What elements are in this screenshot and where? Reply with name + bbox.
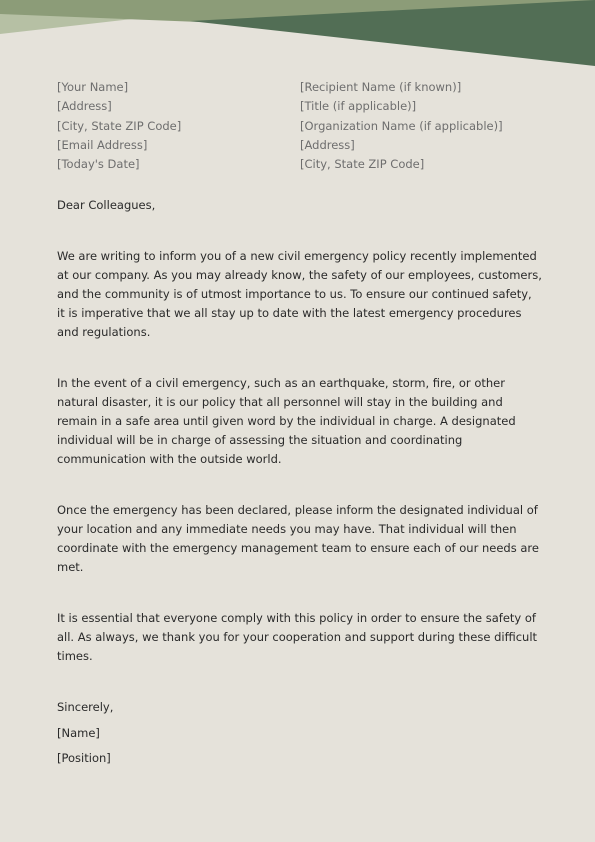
recipient-address: [Address] bbox=[300, 137, 355, 152]
recipient-title: [Title (if applicable)] bbox=[300, 99, 417, 114]
recipient-address-block bbox=[300, 78, 503, 174]
sender-address: [Address] bbox=[57, 99, 112, 114]
recipient-name: [Recipient Name (if known)] bbox=[300, 80, 462, 94]
header-decoration bbox=[0, 0, 595, 70]
body-paragraph-4: It is essential that everyone comply with this policy in order to ensure the safety of all. As always, we thank you for your cooperation and support during these difficult times. bbox=[57, 611, 538, 663]
body-paragraph-1: We are writing to inform you of a new civil emergency policy recently implemented at our company. As you may already know, the safety of our employees, customers, and the community is of utmost importance to us. To ensure our continued safety, it is imperative that we all stay up to date with the latest emergency procedures and regulations. bbox=[57, 249, 542, 339]
recipient-organization: [Organization Name (if applicable)] bbox=[300, 118, 503, 133]
signature-name: [Name] bbox=[57, 726, 100, 740]
sender-date: [Today's Date] bbox=[57, 157, 140, 172]
body-paragraph-3: Once the emergency has been declared, please inform the designated individual of your location and any immediate needs you may have. That individual will then coordinate with the emergency management team to ensure each of our needs are met. bbox=[57, 503, 539, 574]
closing: Sincerely, bbox=[57, 700, 114, 714]
recipient-city: [City, State ZIP Code] bbox=[300, 157, 425, 172]
sender-address-block bbox=[57, 78, 181, 174]
body-paragraph-2: In the event of a civil emergency, such as an earthquake, storm, fire, or other natural disaster, it is our policy that all personnel will stay in the building and remain in a safe area until given word by the individual in charge. A designated individual will be in charge of assessing the situation and coordinating communication with the outside world. bbox=[57, 376, 516, 466]
sender-email: [Email Address] bbox=[57, 137, 148, 152]
sender-name: [Your Name] bbox=[57, 80, 129, 94]
sender-city: [City, State ZIP Code] bbox=[57, 118, 182, 133]
salutation: Dear Colleagues, bbox=[57, 198, 156, 212]
signature-position: [Position] bbox=[57, 751, 111, 765]
